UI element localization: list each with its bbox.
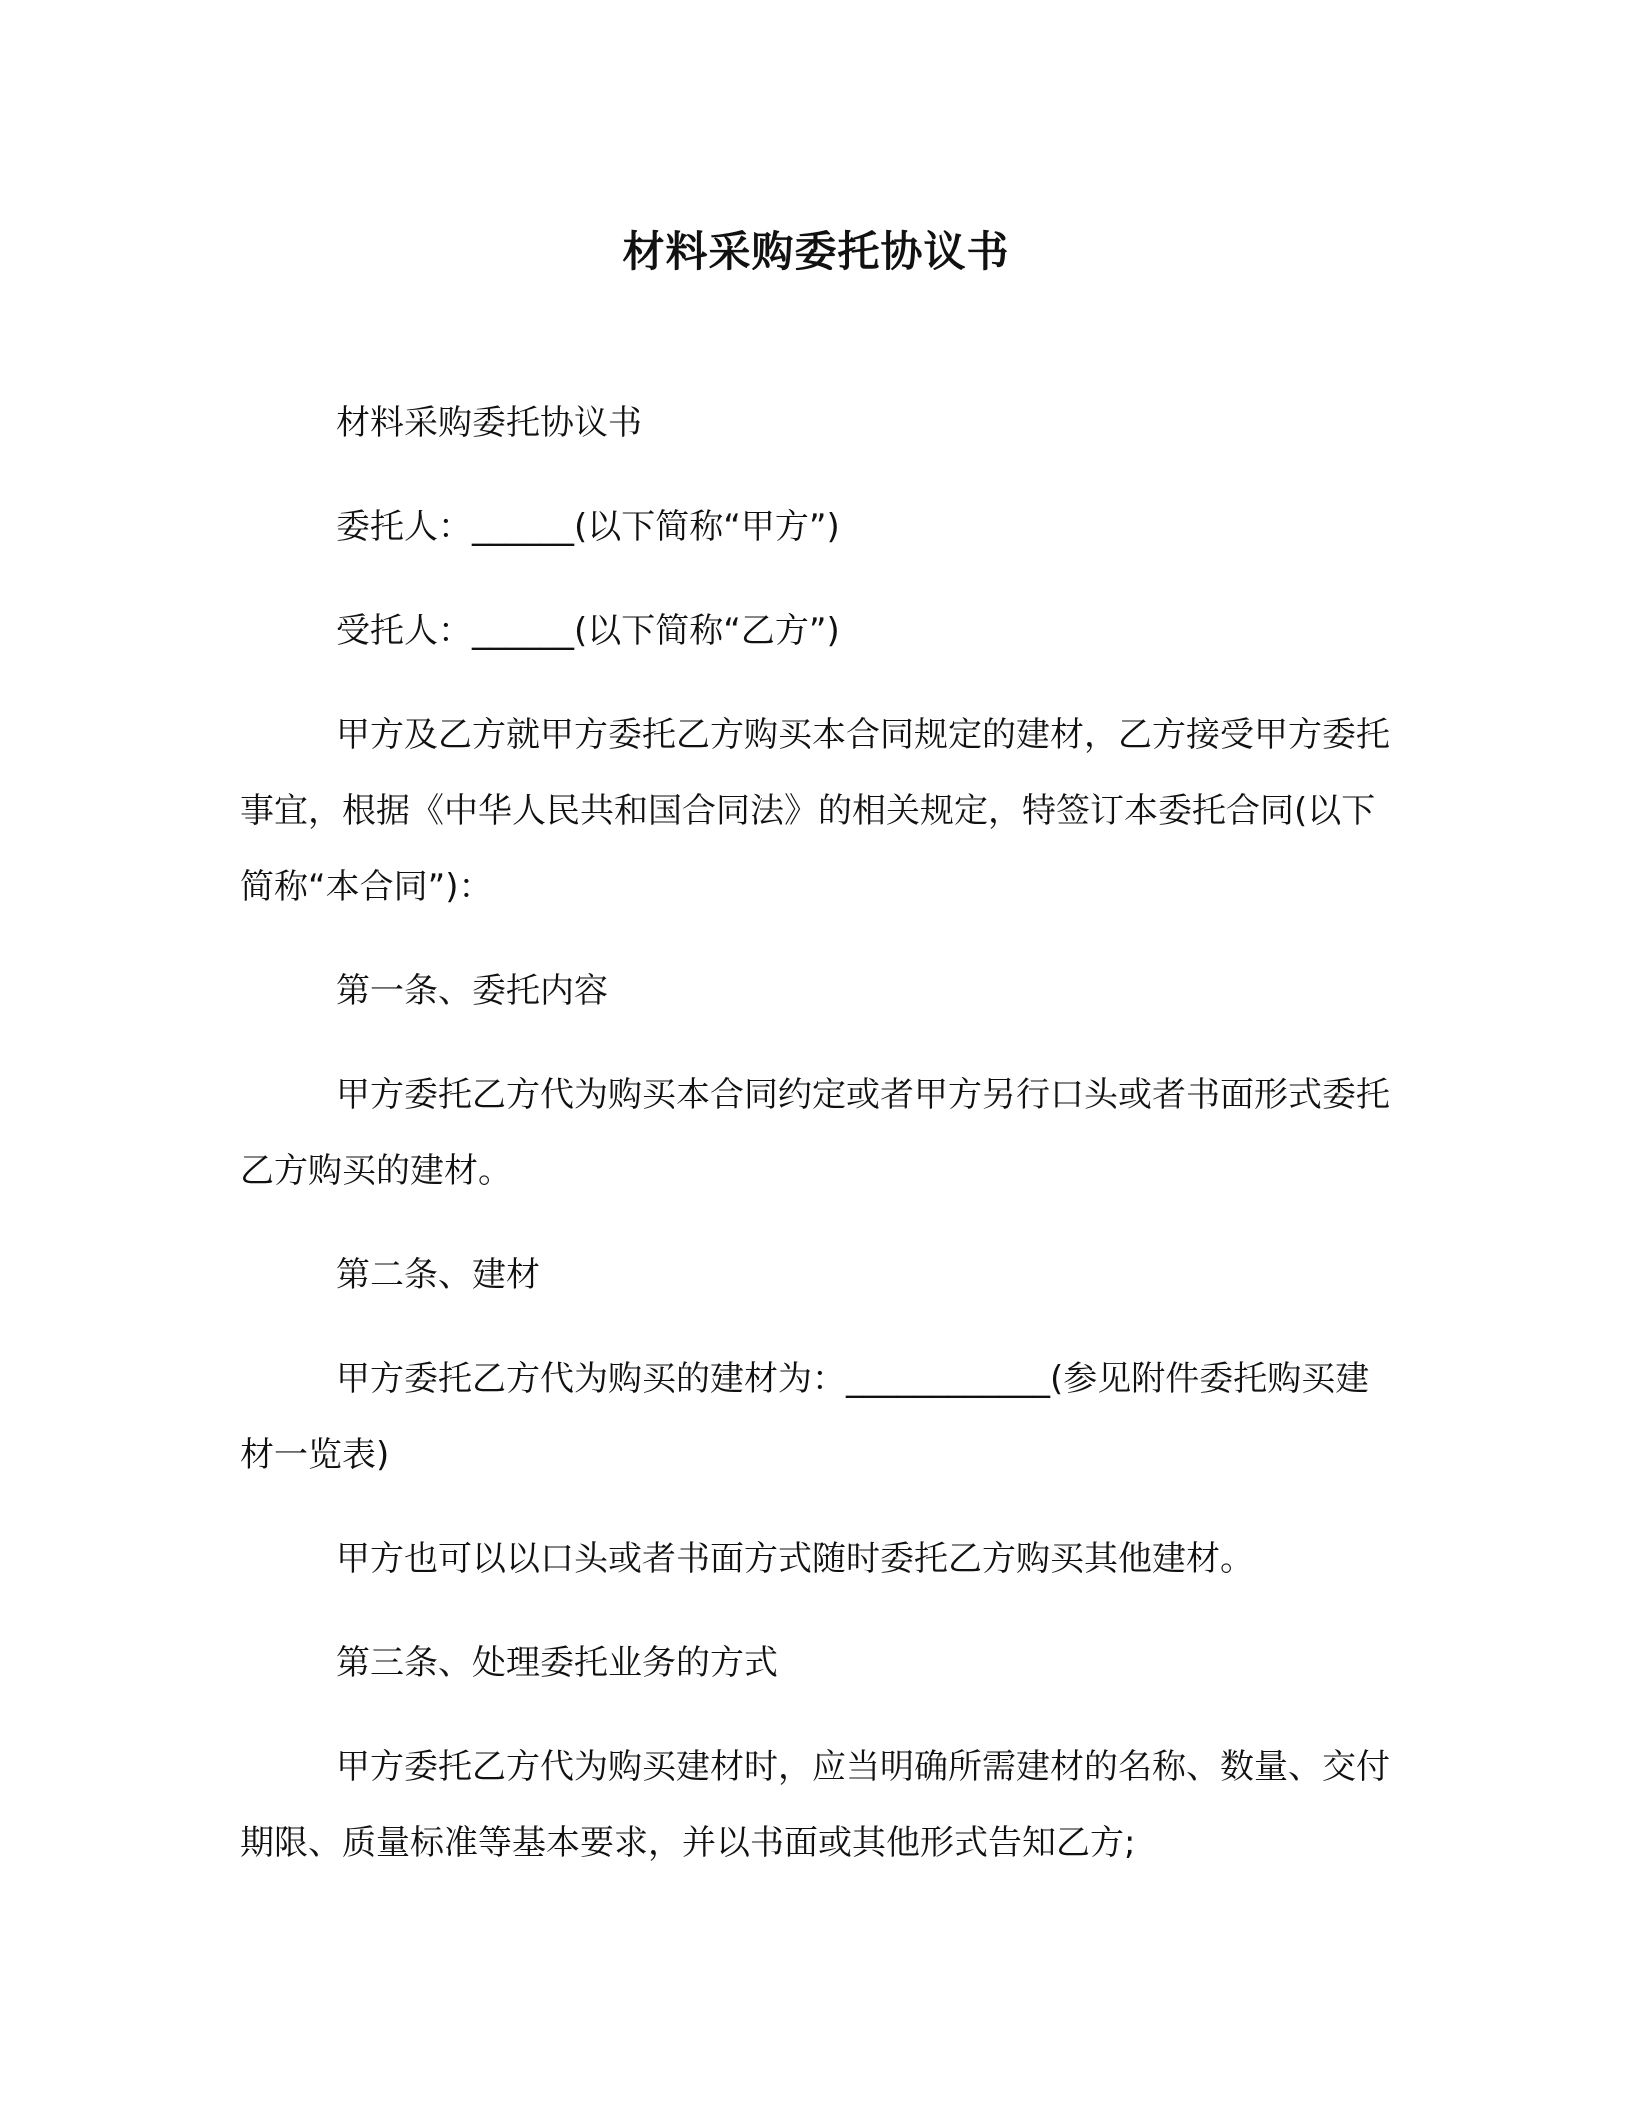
document-title: 材料采购委托协议书	[622, 227, 1010, 276]
article-3-body: 甲方委托乙方代为购买建材时，应当明确所需建材的名称、数量、交付期限、质量标准等基本要求，并以书面或其他形式告知乙方;	[240, 1747, 1390, 1863]
article-3-heading: 第三条、处理委托业务的方式	[336, 1643, 778, 1683]
paragraph-preamble: 甲方及乙方就甲方委托乙方购买本合同规定的建材，乙方接受甲方委托事宜，根据《中华人民共和国合同法》的相关规定，特签订本委托合同(以下简称“本合同”)：	[240, 715, 1390, 907]
document-body	[240, 385, 1400, 1909]
article-2-body: 甲方委托乙方代为购买的建材为：____________(参见附件委托购买建材一览表)	[240, 1359, 1370, 1475]
article-2-heading: 第二条、建材	[336, 1255, 540, 1295]
paragraph-principal: 委托人：______(以下简称“甲方”)	[336, 507, 840, 547]
paragraph-heading: 材料采购委托协议书	[336, 403, 642, 443]
paragraph-agent: 受托人：______(以下简称“乙方”)	[336, 611, 840, 651]
article-1-heading: 第一条、委托内容	[336, 971, 608, 1011]
article-1-body: 甲方委托乙方代为购买本合同约定或者甲方另行口头或者书面形式委托乙方购买的建材。	[240, 1075, 1390, 1191]
article-2-note: 甲方也可以以口头或者书面方式随时委托乙方购买其他建材。	[336, 1539, 1254, 1579]
